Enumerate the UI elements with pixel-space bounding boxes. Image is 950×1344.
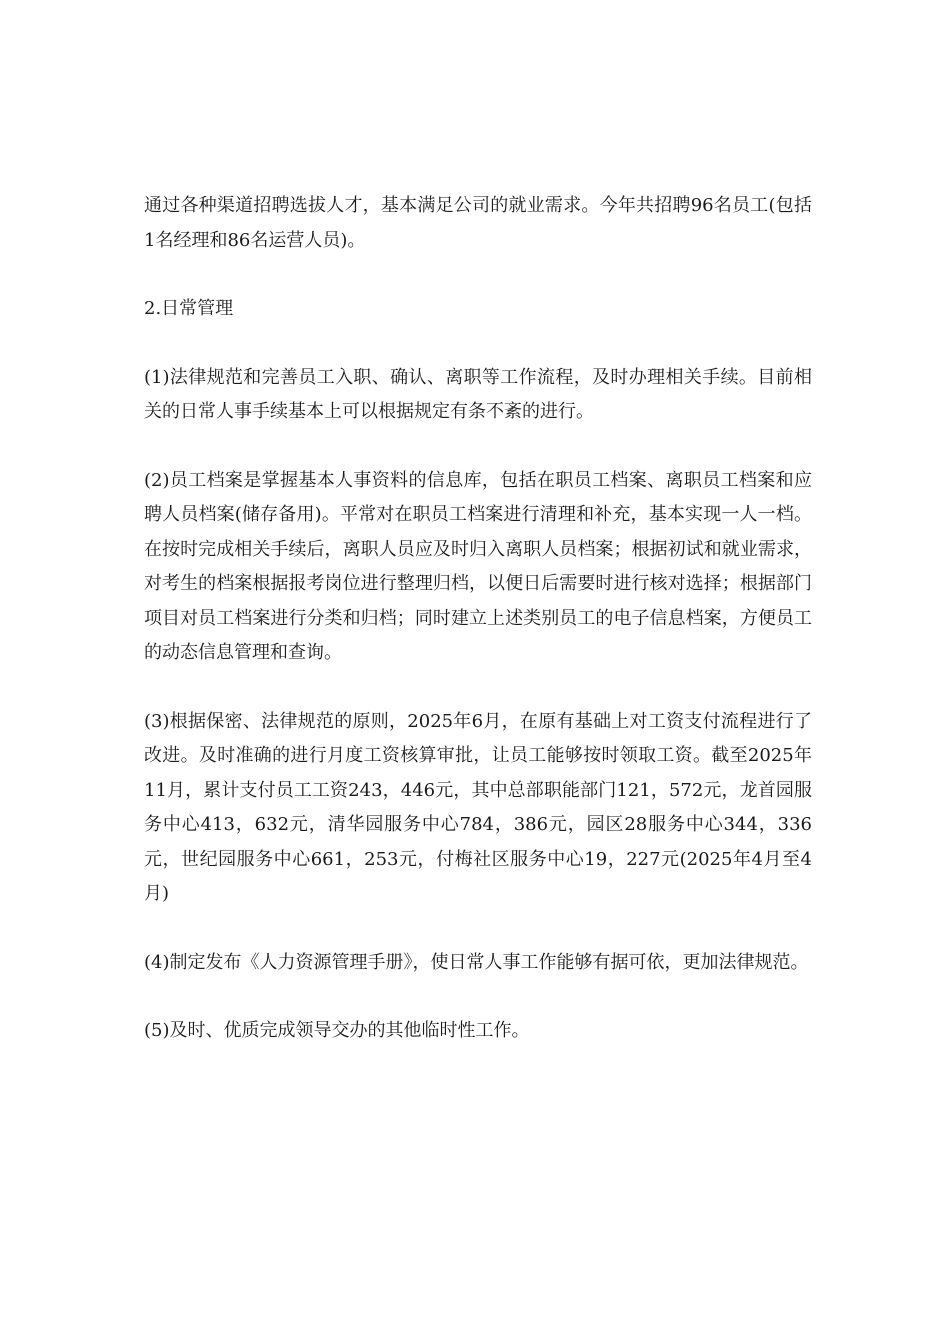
paragraph-item-4: (4)制定发布《人力资源管理手册》，使日常人事工作能够有据可依，更加法律规范。	[144, 951, 809, 973]
paragraph-recruitment: 通过各种渠道招聘选拔人才，基本满足公司的就业需求。今年共招聘96名员工(包括1名经理和86名运营人员)。	[144, 195, 812, 251]
paragraph-item-2: (2)员工档案是掌握基本人事资料的信息库，包括在职员工档案、离职员工档案和应聘人员档案(储存备用)。平常对在职员工档案进行清理和补充，基本实现一人一档。在按时完成相关手续后，离职人员应及时归入离职人员档案；根据初试和就业需求，对考生的档案根据报考岗位进行整理归档，以便日后需要时进行核对选择；根据部门项目对员工档案进行分类和归档；同时建立上述类别员工的电子信息档案，方便员工的动态信息管理和查询。	[144, 469, 812, 663]
paragraph-item-3: (3)根据保密、法律规范的原则，2025年6月，在原有基础上对工资支付流程进行了改进。及时准确的进行月度工资核算审批，让员工能够按时领取工资。截至2025年11月，累计支付员工工资243，446元，其中总部职能部门121，572元，龙首园服务中心413，632元，清华园服务中心784，386元，园区28服务中心344，336元，世纪园服务中心661，253元，付梅社区服务中心19，227元(2025年4月至4月)	[144, 710, 812, 904]
paragraph-item-1: (1)法律规范和完善员工入职、确认、离职等工作流程，及时办理相关手续。目前相关的日常人事手续基本上可以根据规定有条不紊的进行。	[144, 366, 812, 422]
document-body	[144, 189, 812, 1083]
section-heading-daily-management: 2.日常管理	[144, 298, 234, 319]
paragraph-item-5: (5)及时、优质完成领导交办的其他临时性工作。	[144, 1020, 530, 1041]
